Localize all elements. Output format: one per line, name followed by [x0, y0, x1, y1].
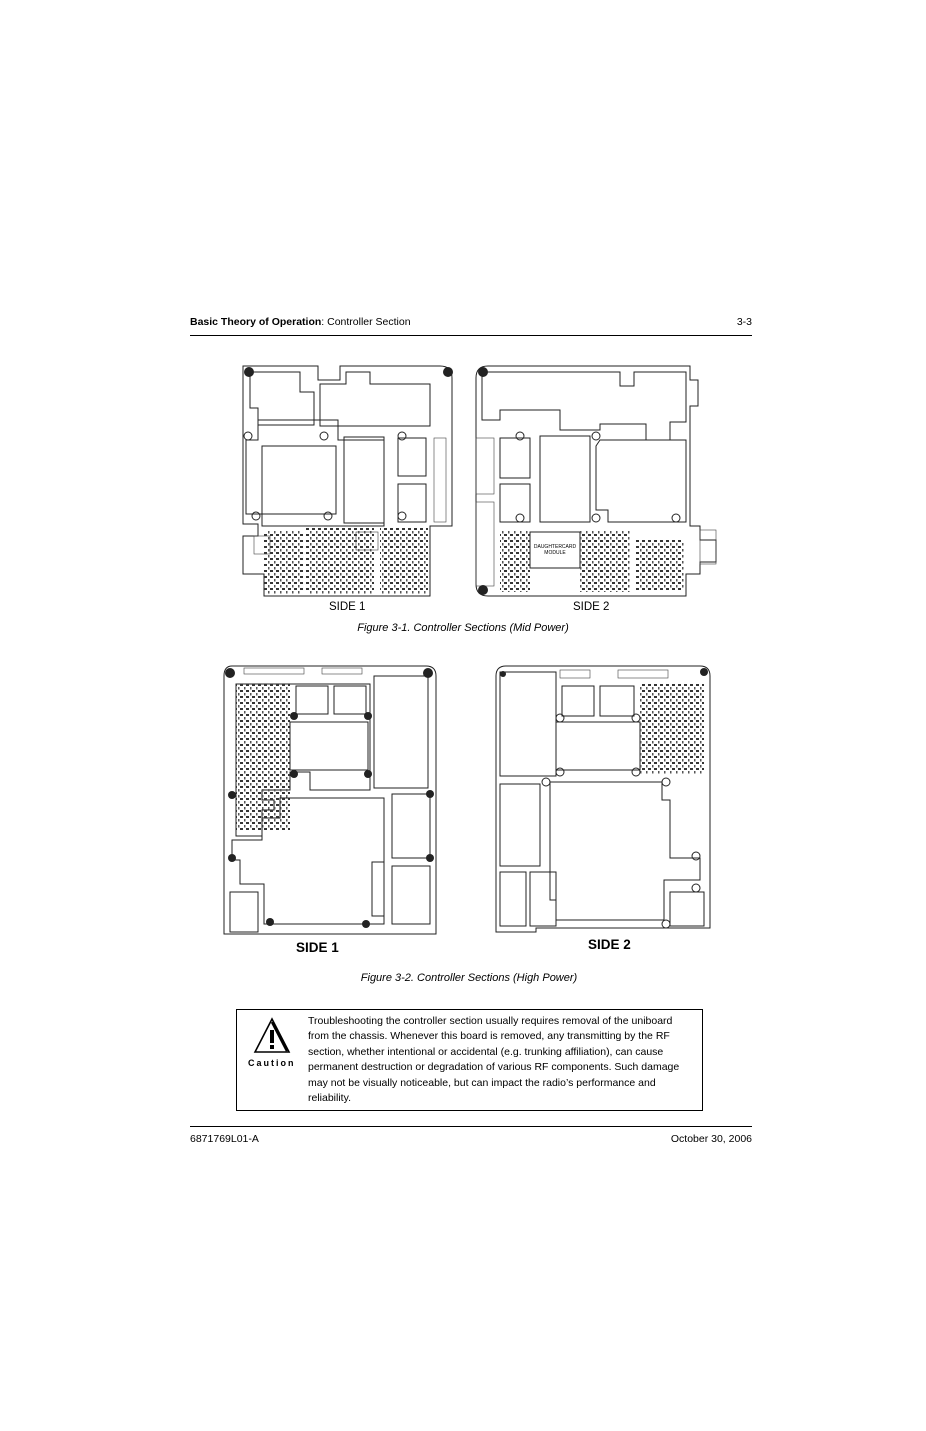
doc-number: 6871769L01-A [190, 1133, 259, 1145]
figure2-side1-label: SIDE 1 [296, 940, 339, 955]
doc-date: October 30, 2006 [670, 1133, 752, 1145]
figure2-side1-board [224, 666, 436, 934]
figure1-caption: Figure 3-1. Controller Sections (Mid Power) [357, 622, 569, 634]
figure2-side2-label: SIDE 2 [588, 937, 631, 952]
daughtercard-module-label: DAUGHTERCARD MODULE [533, 544, 577, 556]
caution-text: Troubleshooting the controller section usually requires removal of the uniboard from the chassis. Whenever this board is removed, any transmitting by the RF section, whether intentional or accidental (e.g. trunking affiliation), can cause permanent destruction or degradation of various RF components. Such damage may not be visually noticeable, but can impact the radio’s performance and reliability. [308, 1015, 680, 1105]
figure2-caption: Figure 3-2. Controller Sections (High Power) [360, 972, 578, 984]
warning-triangle-icon [252, 1016, 292, 1056]
figure1-side2-label: SIDE 2 [573, 601, 610, 613]
figure1-side1-label: SIDE 1 [329, 601, 366, 613]
caution-label: Caution [248, 1058, 296, 1068]
header-section-title: Basic Theory of Operation: Controller Section [190, 316, 411, 328]
page-number: 3-3 [736, 316, 752, 328]
figure2-side2-board [496, 666, 710, 932]
footer-rule [190, 1126, 752, 1127]
caution-box [236, 1009, 703, 1111]
